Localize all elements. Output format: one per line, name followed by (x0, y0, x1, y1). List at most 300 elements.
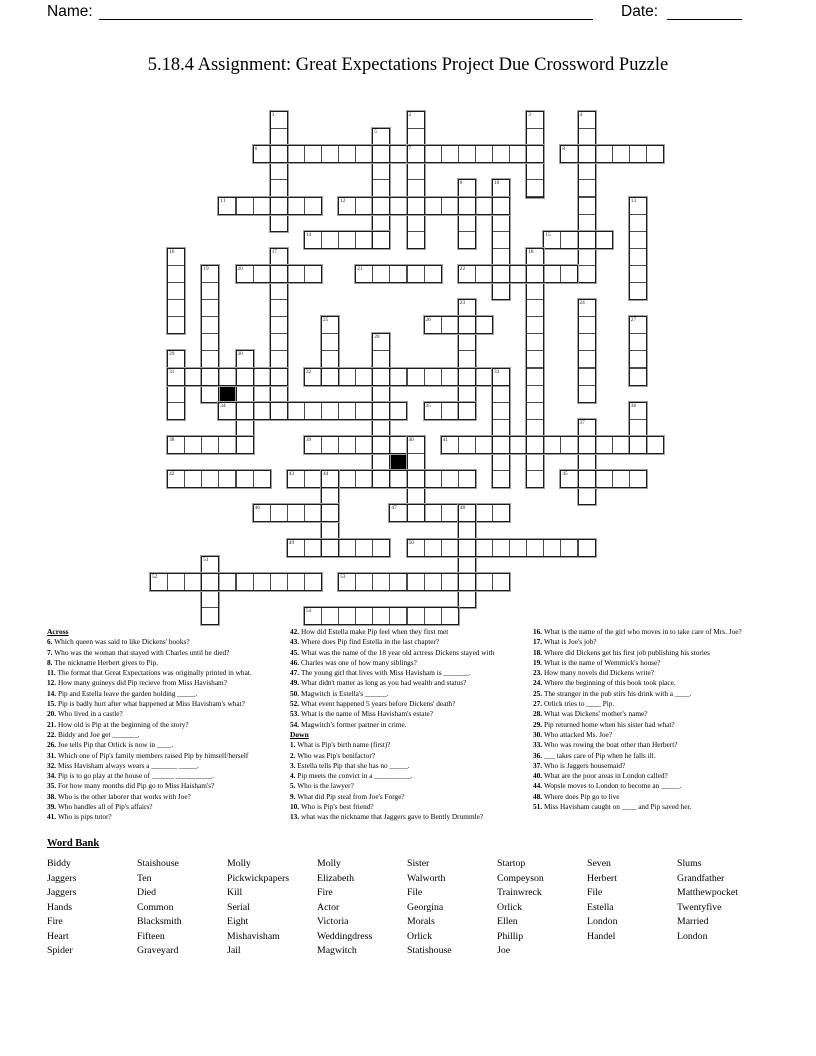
grid-cell[interactable] (492, 402, 510, 420)
grid-cell[interactable] (526, 385, 544, 403)
grid-cell[interactable] (492, 248, 510, 266)
grid-cell[interactable] (201, 470, 219, 488)
grid-cell[interactable] (167, 402, 185, 420)
grid-cell[interactable] (355, 368, 373, 386)
grid-cell[interactable] (441, 607, 459, 625)
grid-cell[interactable] (372, 539, 390, 557)
grid-cell[interactable] (372, 368, 390, 386)
grid-cell[interactable] (475, 436, 493, 454)
grid-cell[interactable] (201, 573, 219, 591)
grid-cell[interactable] (321, 231, 339, 249)
grid-cell[interactable] (389, 368, 407, 386)
grid-cell[interactable] (321, 316, 339, 334)
grid-cell[interactable] (167, 350, 185, 368)
grid-cell[interactable] (372, 385, 390, 403)
grid-cell[interactable] (321, 402, 339, 420)
grid-cell[interactable] (372, 145, 390, 163)
grid-cell[interactable] (492, 145, 510, 163)
grid-cell[interactable] (578, 470, 596, 488)
grid-cell[interactable] (458, 590, 476, 608)
grid-cell[interactable] (475, 316, 493, 334)
grid-cell[interactable] (629, 214, 647, 232)
grid-cell[interactable] (578, 299, 596, 317)
grid-cell[interactable] (270, 145, 288, 163)
grid-cell[interactable] (424, 470, 442, 488)
grid-cell[interactable] (526, 128, 544, 146)
grid-cell[interactable] (509, 539, 527, 557)
grid-cell[interactable] (578, 231, 596, 249)
grid-cell[interactable] (492, 179, 510, 197)
grid-cell[interactable] (629, 316, 647, 334)
grid-cell[interactable] (253, 145, 271, 163)
grid-cell[interactable] (612, 145, 630, 163)
grid-cell[interactable] (424, 607, 442, 625)
grid-cell[interactable] (372, 162, 390, 180)
grid-cell[interactable] (441, 573, 459, 591)
grid-cell[interactable] (304, 197, 322, 215)
grid-cell[interactable] (578, 145, 596, 163)
grid-cell[interactable] (526, 299, 544, 317)
grid-cell[interactable] (629, 197, 647, 215)
grid-cell[interactable] (458, 179, 476, 197)
grid-cell[interactable] (526, 539, 544, 557)
grid-cell[interactable] (218, 197, 236, 215)
grid-cell[interactable] (458, 521, 476, 539)
grid-cell[interactable] (407, 504, 425, 522)
grid-cell[interactable] (304, 436, 322, 454)
grid-cell[interactable] (458, 197, 476, 215)
grid-cell[interactable] (270, 368, 288, 386)
grid-cell[interactable] (458, 214, 476, 232)
grid-cell[interactable] (578, 368, 596, 386)
grid-cell[interactable] (578, 214, 596, 232)
grid-cell[interactable] (526, 179, 544, 197)
grid-cell[interactable] (321, 350, 339, 368)
grid-cell[interactable] (458, 145, 476, 163)
grid-cell[interactable] (629, 402, 647, 420)
grid-cell[interactable] (560, 470, 578, 488)
grid-cell[interactable] (629, 436, 647, 454)
grid-cell[interactable] (526, 368, 544, 386)
grid-cell[interactable] (355, 197, 373, 215)
grid-cell[interactable] (184, 470, 202, 488)
grid-cell[interactable] (372, 214, 390, 232)
grid-cell[interactable] (389, 197, 407, 215)
grid-cell[interactable] (492, 504, 510, 522)
grid-cell[interactable] (407, 453, 425, 471)
grid-cell[interactable] (372, 197, 390, 215)
grid-cell[interactable] (475, 504, 493, 522)
grid-cell[interactable] (629, 333, 647, 351)
grid-cell[interactable] (236, 402, 254, 420)
grid-cell[interactable] (492, 419, 510, 437)
grid-cell[interactable] (355, 470, 373, 488)
grid-cell[interactable] (236, 350, 254, 368)
grid-cell[interactable] (526, 265, 544, 283)
grid-cell[interactable] (578, 197, 596, 215)
grid-cell[interactable] (526, 248, 544, 266)
grid-cell[interactable] (218, 470, 236, 488)
grid-cell[interactable] (372, 231, 390, 249)
grid-cell[interactable] (201, 350, 219, 368)
grid-cell[interactable] (355, 573, 373, 591)
grid-cell[interactable] (355, 231, 373, 249)
grid-cell[interactable] (424, 402, 442, 420)
grid-cell[interactable] (578, 539, 596, 557)
grid-cell[interactable] (355, 539, 373, 557)
grid-cell[interactable] (270, 299, 288, 317)
grid-cell[interactable] (578, 436, 596, 454)
grid-cell[interactable] (236, 573, 254, 591)
grid-cell[interactable] (236, 436, 254, 454)
grid-cell[interactable] (287, 145, 305, 163)
grid-cell[interactable] (201, 265, 219, 283)
grid-cell[interactable] (304, 265, 322, 283)
grid-cell[interactable] (304, 504, 322, 522)
grid-cell[interactable] (424, 504, 442, 522)
grid-cell[interactable] (355, 607, 373, 625)
grid-cell[interactable] (270, 197, 288, 215)
grid-cell[interactable] (304, 573, 322, 591)
grid-cell[interactable] (355, 265, 373, 283)
grid-cell[interactable] (407, 145, 425, 163)
grid-cell[interactable] (253, 470, 271, 488)
grid-cell[interactable] (424, 145, 442, 163)
grid-cell[interactable] (560, 539, 578, 557)
grid-cell[interactable] (458, 265, 476, 283)
grid-cell[interactable] (304, 470, 322, 488)
grid-cell[interactable] (441, 197, 459, 215)
grid-cell[interactable] (526, 453, 544, 471)
grid-cell[interactable] (578, 265, 596, 283)
grid-cell[interactable] (492, 265, 510, 283)
grid-cell[interactable] (270, 402, 288, 420)
grid-cell[interactable] (389, 265, 407, 283)
grid-cell[interactable] (338, 470, 356, 488)
grid-cell[interactable] (441, 539, 459, 557)
grid-cell[interactable] (526, 402, 544, 420)
grid-cell[interactable] (492, 385, 510, 403)
grid-cell[interactable] (355, 402, 373, 420)
grid-cell[interactable] (270, 504, 288, 522)
grid-cell[interactable] (201, 333, 219, 351)
grid-cell[interactable] (424, 265, 442, 283)
grid-cell[interactable] (407, 368, 425, 386)
grid-cell[interactable] (201, 590, 219, 608)
grid-cell[interactable] (304, 368, 322, 386)
grid-cell[interactable] (578, 128, 596, 146)
grid-cell[interactable] (270, 214, 288, 232)
grid-cell[interactable] (458, 504, 476, 522)
grid-cell[interactable] (526, 145, 544, 163)
grid-cell[interactable] (595, 470, 613, 488)
grid-cell[interactable] (236, 385, 254, 403)
grid-cell[interactable] (167, 316, 185, 334)
grid-cell[interactable] (509, 265, 527, 283)
grid-cell[interactable] (287, 402, 305, 420)
grid-cell[interactable] (629, 265, 647, 283)
grid-cell[interactable] (372, 436, 390, 454)
grid-cell[interactable] (270, 248, 288, 266)
grid-cell[interactable] (236, 368, 254, 386)
grid-cell[interactable] (407, 128, 425, 146)
grid-cell[interactable] (441, 368, 459, 386)
grid-cell[interactable] (629, 231, 647, 249)
grid-cell[interactable] (475, 145, 493, 163)
grid-cell[interactable] (201, 368, 219, 386)
grid-cell[interactable] (543, 539, 561, 557)
grid-cell[interactable] (578, 453, 596, 471)
grid-cell[interactable] (441, 316, 459, 334)
grid-cell[interactable] (184, 436, 202, 454)
grid-cell[interactable] (543, 436, 561, 454)
grid-cell[interactable] (372, 607, 390, 625)
grid-cell[interactable] (458, 316, 476, 334)
grid-cell[interactable] (338, 231, 356, 249)
grid-cell[interactable] (578, 162, 596, 180)
grid-cell[interactable] (218, 368, 236, 386)
grid-cell[interactable] (578, 316, 596, 334)
grid-cell[interactable] (201, 436, 219, 454)
grid-cell[interactable] (492, 573, 510, 591)
grid-cell[interactable] (338, 145, 356, 163)
grid-cell[interactable] (407, 573, 425, 591)
grid-cell[interactable] (236, 419, 254, 437)
grid-cell[interactable] (492, 197, 510, 215)
grid-cell[interactable] (389, 607, 407, 625)
grid-cell[interactable] (424, 539, 442, 557)
grid-cell[interactable] (492, 368, 510, 386)
grid-cell[interactable] (475, 368, 493, 386)
grid-cell[interactable] (526, 333, 544, 351)
grid-cell[interactable] (218, 436, 236, 454)
grid-cell[interactable] (509, 436, 527, 454)
grid-cell[interactable] (236, 265, 254, 283)
grid-cell[interactable] (458, 231, 476, 249)
grid-cell[interactable] (304, 607, 322, 625)
grid-cell[interactable] (646, 436, 664, 454)
grid-cell[interactable] (201, 282, 219, 300)
grid-cell[interactable] (407, 179, 425, 197)
grid-cell[interactable] (407, 539, 425, 557)
grid-cell[interactable] (492, 231, 510, 249)
grid-cell[interactable] (492, 453, 510, 471)
grid-cell[interactable] (629, 419, 647, 437)
grid-cell[interactable] (526, 350, 544, 368)
grid-cell[interactable] (270, 316, 288, 334)
grid-cell[interactable] (321, 539, 339, 557)
grid-cell[interactable] (167, 248, 185, 266)
grid-cell[interactable] (578, 487, 596, 505)
grid-cell[interactable] (424, 368, 442, 386)
grid-cell[interactable] (236, 197, 254, 215)
grid-cell[interactable] (338, 402, 356, 420)
grid-cell[interactable] (407, 487, 425, 505)
grid-cell[interactable] (389, 504, 407, 522)
grid-cell[interactable] (167, 470, 185, 488)
grid-cell[interactable] (560, 231, 578, 249)
grid-cell[interactable] (595, 436, 613, 454)
grid-cell[interactable] (441, 402, 459, 420)
grid-cell[interactable] (167, 573, 185, 591)
grid-cell[interactable] (407, 436, 425, 454)
grid-cell[interactable] (304, 402, 322, 420)
grid-cell[interactable] (372, 419, 390, 437)
grid-cell[interactable] (458, 436, 476, 454)
grid-cell[interactable] (407, 214, 425, 232)
grid-cell[interactable] (578, 419, 596, 437)
grid-cell[interactable] (338, 573, 356, 591)
grid-cell[interactable] (270, 573, 288, 591)
grid-cell[interactable] (270, 282, 288, 300)
grid-cell[interactable] (167, 368, 185, 386)
grid-cell[interactable] (218, 402, 236, 420)
grid-cell[interactable] (167, 436, 185, 454)
grid-cell[interactable] (595, 231, 613, 249)
grid-cell[interactable] (492, 214, 510, 232)
grid-cell[interactable] (389, 402, 407, 420)
grid-cell[interactable] (287, 265, 305, 283)
grid-cell[interactable] (372, 265, 390, 283)
grid-cell[interactable] (578, 385, 596, 403)
grid-cell[interactable] (270, 128, 288, 146)
grid-cell[interactable] (458, 402, 476, 420)
grid-cell[interactable] (321, 521, 339, 539)
grid-cell[interactable] (389, 145, 407, 163)
grid-cell[interactable] (372, 470, 390, 488)
grid-cell[interactable] (441, 145, 459, 163)
grid-cell[interactable] (270, 385, 288, 403)
grid-cell[interactable] (407, 197, 425, 215)
grid-cell[interactable] (321, 470, 339, 488)
grid-cell[interactable] (321, 436, 339, 454)
grid-cell[interactable] (201, 607, 219, 625)
grid-cell[interactable] (629, 368, 647, 386)
grid-cell[interactable] (218, 573, 236, 591)
grid-cell[interactable] (424, 573, 442, 591)
grid-cell[interactable] (441, 470, 459, 488)
grid-cell[interactable] (321, 504, 339, 522)
grid-cell[interactable] (407, 162, 425, 180)
grid-cell[interactable] (270, 162, 288, 180)
grid-cell[interactable] (321, 145, 339, 163)
grid-cell[interactable] (389, 470, 407, 488)
grid-cell[interactable] (492, 470, 510, 488)
grid-cell[interactable] (201, 316, 219, 334)
grid-cell[interactable] (201, 556, 219, 574)
grid-cell[interactable] (475, 573, 493, 591)
grid-cell[interactable] (321, 368, 339, 386)
grid-cell[interactable] (372, 402, 390, 420)
grid-cell[interactable] (595, 145, 613, 163)
grid-cell[interactable] (270, 179, 288, 197)
grid-cell[interactable] (492, 539, 510, 557)
grid-cell[interactable] (372, 179, 390, 197)
grid-cell[interactable] (578, 350, 596, 368)
grid-cell[interactable] (355, 145, 373, 163)
grid-cell[interactable] (441, 504, 459, 522)
grid-cell[interactable] (287, 539, 305, 557)
grid-cell[interactable] (253, 402, 271, 420)
grid-cell[interactable] (407, 231, 425, 249)
grid-cell[interactable] (629, 248, 647, 266)
grid-cell[interactable] (338, 539, 356, 557)
grid-cell[interactable] (407, 265, 425, 283)
grid-cell[interactable] (612, 470, 630, 488)
grid-cell[interactable] (201, 385, 219, 403)
grid-cell[interactable] (407, 470, 425, 488)
grid-cell[interactable] (612, 436, 630, 454)
grid-cell[interactable] (458, 333, 476, 351)
grid-cell[interactable] (287, 197, 305, 215)
grid-cell[interactable] (543, 265, 561, 283)
grid-cell[interactable] (407, 111, 425, 129)
grid-cell[interactable] (355, 436, 373, 454)
grid-cell[interactable] (150, 573, 168, 591)
grid-cell[interactable] (167, 299, 185, 317)
grid-cell[interactable] (270, 350, 288, 368)
grid-cell[interactable] (424, 316, 442, 334)
grid-cell[interactable] (338, 436, 356, 454)
grid-cell[interactable] (338, 607, 356, 625)
grid-cell[interactable] (441, 436, 459, 454)
grid-cell[interactable] (287, 470, 305, 488)
grid-cell[interactable] (526, 162, 544, 180)
grid-cell[interactable] (629, 470, 647, 488)
grid-cell[interactable] (629, 282, 647, 300)
grid-cell[interactable] (253, 368, 271, 386)
grid-cell[interactable] (321, 607, 339, 625)
grid-cell[interactable] (389, 436, 407, 454)
grid-cell[interactable] (458, 556, 476, 574)
grid-cell[interactable] (560, 265, 578, 283)
grid-cell[interactable] (526, 316, 544, 334)
grid-cell[interactable] (492, 282, 510, 300)
grid-cell[interactable] (560, 145, 578, 163)
grid-cell[interactable] (578, 248, 596, 266)
grid-cell[interactable] (543, 231, 561, 249)
grid-cell[interactable] (492, 436, 510, 454)
grid-cell[interactable] (372, 333, 390, 351)
grid-cell[interactable] (304, 231, 322, 249)
grid-cell[interactable] (270, 333, 288, 351)
grid-cell[interactable] (167, 385, 185, 403)
grid-cell[interactable] (201, 299, 219, 317)
grid-cell[interactable] (184, 573, 202, 591)
name-blank-line[interactable] (99, 19, 593, 20)
grid-cell[interactable] (304, 539, 322, 557)
grid-cell[interactable] (407, 607, 425, 625)
grid-cell[interactable] (526, 470, 544, 488)
grid-cell[interactable] (458, 470, 476, 488)
date-blank-line[interactable] (667, 19, 742, 20)
grid-cell[interactable] (629, 145, 647, 163)
grid-cell[interactable] (560, 436, 578, 454)
grid-cell[interactable] (646, 145, 664, 163)
grid-cell[interactable] (509, 145, 527, 163)
grid-cell[interactable] (372, 350, 390, 368)
grid-cell[interactable] (253, 265, 271, 283)
grid-cell[interactable] (475, 265, 493, 283)
grid-cell[interactable] (458, 573, 476, 591)
grid-cell[interactable] (338, 197, 356, 215)
grid-cell[interactable] (287, 504, 305, 522)
grid-cell[interactable] (526, 111, 544, 129)
grid-cell[interactable] (526, 282, 544, 300)
grid-cell[interactable] (424, 197, 442, 215)
grid-cell[interactable] (475, 539, 493, 557)
grid-cell[interactable] (526, 419, 544, 437)
